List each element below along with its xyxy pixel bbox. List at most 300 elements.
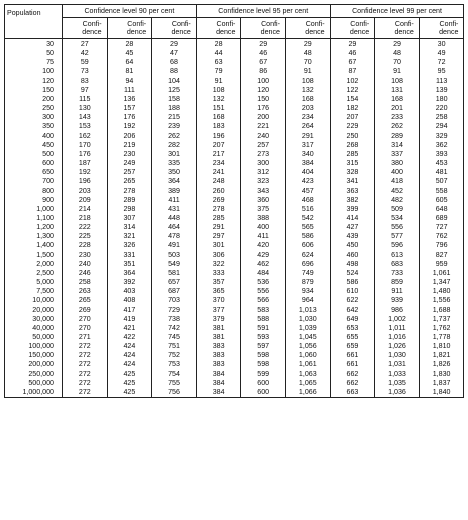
sample-size-cell: 220	[419, 104, 464, 113]
population-cell: 50,000	[5, 333, 63, 342]
sample-size-cell: 360	[241, 196, 286, 205]
population-cell: 200	[5, 95, 63, 104]
sample-size-cell: 88	[152, 67, 197, 76]
sample-size-cell: 188	[152, 104, 197, 113]
sample-size-cell: 272	[63, 342, 108, 351]
population-cell: 2,500	[5, 269, 63, 278]
sample-size-cell: 425	[107, 379, 152, 388]
sample-size-cell: 597	[241, 342, 286, 351]
sample-size-cell: 738	[152, 315, 197, 324]
sample-size-cell: 388	[241, 214, 286, 223]
sample-size-cell: 122	[330, 86, 375, 95]
table-row	[5, 214, 464, 223]
sample-size-cell: 593	[241, 333, 286, 342]
sample-size-cell: 125	[152, 86, 197, 95]
sample-size-cell: 83	[63, 77, 108, 86]
population-cell: 1,200	[5, 223, 63, 232]
sample-size-cell: 301	[196, 241, 241, 250]
sample-size-cell: 1,056	[286, 342, 331, 351]
sample-size-cell: 241	[196, 168, 241, 177]
table-row	[5, 196, 464, 205]
sample-size-cell: 273	[241, 150, 286, 159]
population-cell: 350	[5, 122, 63, 131]
table-row	[5, 333, 464, 342]
population-cell: 30	[5, 39, 63, 50]
sample-size-cell: 422	[107, 333, 152, 342]
sample-size-cell: 357	[196, 278, 241, 287]
sample-size-cell: 859	[375, 278, 420, 287]
sample-size-cell: 453	[419, 159, 464, 168]
sample-size-cell: 234	[196, 159, 241, 168]
sample-size-cell: 29	[375, 39, 420, 50]
sample-size-cell: 153	[63, 122, 108, 131]
sample-size-cell: 28	[196, 39, 241, 50]
sample-size-cell: 278	[196, 205, 241, 214]
sample-size-cell: 317	[286, 141, 331, 150]
sample-size-cell: 91	[196, 77, 241, 86]
sample-size-cell: 91	[286, 67, 331, 76]
sample-size-cell: 278	[107, 187, 152, 196]
sample-size-cell: 448	[152, 214, 197, 223]
sample-size-cell: 168	[286, 95, 331, 104]
sample-size-cell: 321	[107, 232, 152, 241]
sample-size-cell: 70	[375, 58, 420, 67]
sample-size-cell: 1,810	[419, 342, 464, 351]
sample-size-cell: 599	[241, 370, 286, 379]
sample-size-cell: 598	[241, 360, 286, 369]
population-cell: 250	[5, 104, 63, 113]
sample-size-cell: 1,826	[419, 360, 464, 369]
table-row	[5, 49, 464, 58]
sample-size-cell: 556	[241, 287, 286, 296]
sample-size-cell: 268	[330, 141, 375, 150]
sample-size-cell: 939	[375, 296, 420, 305]
sample-size-cell: 314	[107, 223, 152, 232]
table-row	[5, 342, 464, 351]
sample-size-cell: 598	[241, 351, 286, 360]
sample-size-cell: 424	[107, 342, 152, 351]
sample-size-cell: 151	[196, 104, 241, 113]
table-row	[5, 360, 464, 369]
sample-size-cell: 45	[107, 49, 152, 58]
sample-size-cell: 263	[63, 287, 108, 296]
sample-size-cell: 120	[241, 86, 286, 95]
sample-size-cell: 1,036	[375, 388, 420, 398]
sample-size-cell: 753	[152, 360, 197, 369]
sample-size-cell: 1,026	[375, 342, 420, 351]
population-cell: 1,400	[5, 241, 63, 250]
sample-size-cell: 340	[286, 150, 331, 159]
population-cell: 600	[5, 159, 63, 168]
sample-size-cell: 959	[419, 260, 464, 269]
sample-size-cell: 67	[241, 58, 286, 67]
sample-size-cell: 139	[419, 86, 464, 95]
sample-size-cell: 755	[152, 379, 197, 388]
sample-size-cell: 1,065	[286, 379, 331, 388]
sample-size-cell: 49	[419, 49, 464, 58]
sample-size-cell: 399	[330, 205, 375, 214]
sample-size-cell: 29	[152, 39, 197, 50]
sample-size-cell: 1,063	[286, 370, 331, 379]
sample-size-cell: 457	[286, 187, 331, 196]
sample-size-cell: 425	[107, 388, 152, 398]
table-row	[5, 168, 464, 177]
sample-size-cell: 59	[63, 58, 108, 67]
sample-size-cell: 323	[241, 177, 286, 186]
population-cell: 40,000	[5, 324, 63, 333]
sample-size-cell: 642	[330, 306, 375, 315]
sample-size-cell: 143	[63, 113, 108, 122]
sample-size-cell: 201	[375, 104, 420, 113]
sample-size-cell: 203	[63, 187, 108, 196]
sample-size-cell: 1,840	[419, 388, 464, 398]
sample-size-cell: 964	[286, 296, 331, 305]
sample-size-cell: 657	[152, 278, 197, 287]
sample-size-cell: 111	[107, 86, 152, 95]
sample-size-cell: 364	[152, 177, 197, 186]
sample-size-cell: 291	[196, 223, 241, 232]
sample-size-cell: 375	[241, 205, 286, 214]
table-row	[5, 379, 464, 388]
sample-size-cell: 464	[152, 223, 197, 232]
sample-size-cell: 659	[330, 342, 375, 351]
sample-size-cell: 439	[330, 232, 375, 241]
sample-size-cell: 411	[241, 232, 286, 241]
sample-size-cell: 452	[375, 187, 420, 196]
sample-size-cell: 272	[63, 360, 108, 369]
sample-size-table-container	[4, 4, 464, 398]
sample-size-cell: 187	[63, 159, 108, 168]
population-cell: 2,000	[5, 260, 63, 269]
sample-size-cell: 182	[330, 104, 375, 113]
sample-size-cell: 272	[63, 351, 108, 360]
sample-size-cell: 29	[286, 39, 331, 50]
sample-size-cell: 269	[196, 196, 241, 205]
sample-size-cell: 381	[196, 333, 241, 342]
sample-size-cell: 384	[196, 388, 241, 398]
sample-size-cell: 411	[152, 196, 197, 205]
sample-size-cell: 257	[107, 168, 152, 177]
sample-size-cell: 315	[330, 159, 375, 168]
sample-size-cell: 294	[419, 122, 464, 131]
sample-size-cell: 272	[63, 379, 108, 388]
sample-size-cell: 48	[375, 49, 420, 58]
sample-size-cell: 233	[375, 113, 420, 122]
population-cell: 150	[5, 86, 63, 95]
sample-size-cell: 1,039	[286, 324, 331, 333]
sample-size-cell: 29	[241, 39, 286, 50]
sample-size-cell: 206	[107, 132, 152, 141]
table-row	[5, 251, 464, 260]
sample-size-cell: 192	[63, 168, 108, 177]
sample-size-cell: 239	[152, 122, 197, 131]
population-cell: 7,500	[5, 287, 63, 296]
sample-size-cell: 150	[241, 95, 286, 104]
sample-size-cell: 745	[152, 333, 197, 342]
table-row	[5, 205, 464, 214]
sample-size-cell: 240	[241, 132, 286, 141]
sample-size-cell: 648	[419, 205, 464, 214]
population-cell: 150,000	[5, 351, 63, 360]
sample-size-cell: 1,033	[375, 370, 420, 379]
population-cell: 900	[5, 196, 63, 205]
table-row	[5, 306, 464, 315]
population-cell: 250,000	[5, 370, 63, 379]
sample-size-cell: 600	[241, 388, 286, 398]
sample-size-cell: 370	[196, 296, 241, 305]
table-row	[5, 296, 464, 305]
sample-size-cell: 176	[241, 104, 286, 113]
subheader-cell: Confi- dence	[330, 18, 375, 39]
sample-size-cell: 481	[419, 168, 464, 177]
sample-size-cell: 596	[375, 241, 420, 250]
sample-size-cell: 81	[107, 67, 152, 76]
population-cell: 120	[5, 77, 63, 86]
table-row	[5, 241, 464, 250]
sample-size-cell: 606	[286, 241, 331, 250]
sample-size-cell: 605	[419, 196, 464, 205]
sample-size-cell: 1,060	[286, 351, 331, 360]
sample-size-cell: 424	[107, 360, 152, 369]
table-row	[5, 388, 464, 398]
sample-size-cell: 418	[375, 177, 420, 186]
sample-size-cell: 154	[330, 95, 375, 104]
sample-size-cell: 234	[286, 113, 331, 122]
sample-size-cell: 986	[375, 306, 420, 315]
sample-size-cell: 270	[63, 315, 108, 324]
sample-size-cell: 94	[107, 77, 152, 86]
sample-size-cell: 79	[196, 67, 241, 76]
population-cell: 400	[5, 132, 63, 141]
population-cell: 300	[5, 113, 63, 122]
sample-size-cell: 727	[419, 223, 464, 232]
sample-size-cell: 383	[196, 351, 241, 360]
sample-size-cell: 460	[330, 251, 375, 260]
subheader-cell: Confi- dence	[63, 18, 108, 39]
sample-size-cell: 28	[107, 39, 152, 50]
sample-size-cell: 384	[286, 159, 331, 168]
population-cell: 50	[5, 49, 63, 58]
sample-size-cell: 246	[63, 269, 108, 278]
sample-size-cell: 200	[241, 113, 286, 122]
population-cell: 10,000	[5, 296, 63, 305]
sample-size-cell: 429	[241, 251, 286, 260]
sample-size-cell: 751	[152, 342, 197, 351]
sample-size-cell: 136	[107, 95, 152, 104]
sample-size-cell: 42	[63, 49, 108, 58]
sample-size-cell: 796	[419, 241, 464, 250]
sample-size-cell: 581	[152, 269, 197, 278]
sample-size-cell: 524	[330, 269, 375, 278]
sample-size-cell: 168	[196, 113, 241, 122]
sample-size-cell: 214	[63, 205, 108, 214]
population-cell: 650	[5, 168, 63, 177]
sample-size-cell: 534	[375, 214, 420, 223]
sample-size-cell: 507	[419, 177, 464, 186]
sample-size-cell: 427	[330, 223, 375, 232]
sample-size-cell: 180	[419, 95, 464, 104]
sample-size-cell: 1,830	[419, 370, 464, 379]
sample-size-cell: 91	[375, 67, 420, 76]
table-row	[5, 324, 464, 333]
sample-size-cell: 558	[419, 187, 464, 196]
sample-size-cell: 329	[419, 132, 464, 141]
sample-size-cell: 733	[375, 269, 420, 278]
population-cell: 1,000	[5, 205, 63, 214]
sample-size-cell: 377	[196, 306, 241, 315]
sample-size-cell: 661	[330, 360, 375, 369]
sample-size-cell: 285	[330, 150, 375, 159]
sample-size-cell: 1,762	[419, 324, 464, 333]
sample-size-cell: 1,061	[419, 269, 464, 278]
sample-size-cell: 364	[107, 269, 152, 278]
sample-size-cell: 383	[196, 360, 241, 369]
sample-size-cell: 282	[152, 141, 197, 150]
sample-size-cell: 549	[152, 260, 197, 269]
sample-size-cell: 341	[330, 177, 375, 186]
sample-size-cell: 662	[330, 370, 375, 379]
sample-size-cell: 68	[152, 58, 197, 67]
sample-size-cell: 491	[152, 241, 197, 250]
table-row	[5, 141, 464, 150]
subheader-cell: Confi- dence	[375, 18, 420, 39]
population-cell: 800	[5, 187, 63, 196]
sample-size-cell: 1,016	[375, 333, 420, 342]
sample-size-cell: 389	[152, 187, 197, 196]
population-cell: 1,500	[5, 251, 63, 260]
sample-size-cell: 661	[330, 351, 375, 360]
table-row	[5, 150, 464, 159]
sample-size-cell: 827	[419, 251, 464, 260]
sample-size-cell: 687	[152, 287, 197, 296]
sample-size-cell: 170	[63, 141, 108, 150]
sample-size-cell: 365	[196, 287, 241, 296]
table-row	[5, 351, 464, 360]
sample-size-cell: 207	[330, 113, 375, 122]
sample-size-cell: 95	[419, 67, 464, 76]
sample-size-cell: 289	[107, 196, 152, 205]
sample-size-cell: 207	[196, 141, 241, 150]
sample-size-cell: 333	[196, 269, 241, 278]
sample-size-cell: 536	[241, 278, 286, 287]
sample-size-cell: 556	[375, 223, 420, 232]
sample-size-cell: 176	[107, 113, 152, 122]
sample-size-cell: 689	[419, 214, 464, 223]
table-row	[5, 370, 464, 379]
sample-size-cell: 115	[63, 95, 108, 104]
population-cell: 1,300	[5, 232, 63, 241]
sample-size-cell: 450	[330, 241, 375, 250]
sample-size-cell: 503	[152, 251, 197, 260]
sample-size-cell: 221	[241, 122, 286, 131]
sample-size-cell: 285	[196, 214, 241, 223]
sample-size-cell: 328	[330, 168, 375, 177]
sample-size-cell: 414	[330, 214, 375, 223]
sample-size-cell: 400	[375, 168, 420, 177]
sample-size-cell: 424	[107, 351, 152, 360]
sample-size-cell: 934	[286, 287, 331, 296]
sample-size-cell: 431	[152, 205, 197, 214]
table-row	[5, 58, 464, 67]
sample-size-cell: 265	[63, 296, 108, 305]
table-row	[5, 39, 464, 50]
sample-size-cell: 1,061	[286, 360, 331, 369]
sample-size-cell: 297	[196, 232, 241, 241]
sample-size-cell: 132	[286, 86, 331, 95]
sample-size-cell: 1,045	[286, 333, 331, 342]
sample-size-cell: 1,778	[419, 333, 464, 342]
sample-size-cell: 363	[330, 187, 375, 196]
table-row	[5, 77, 464, 86]
sample-size-cell: 591	[241, 324, 286, 333]
sample-size-cell: 408	[107, 296, 152, 305]
table-row	[5, 86, 464, 95]
sample-size-cell: 307	[107, 214, 152, 223]
sample-size-cell: 380	[375, 159, 420, 168]
sample-size-cell: 86	[241, 67, 286, 76]
sample-size-cell: 265	[107, 177, 152, 186]
sample-size-cell: 131	[375, 86, 420, 95]
table-row	[5, 122, 464, 131]
population-cell: 1,000,000	[5, 388, 63, 398]
sample-size-cell: 1,030	[286, 315, 331, 324]
sample-size-cell: 350	[152, 168, 197, 177]
subheader-cell: Confi- dence	[196, 18, 241, 39]
sample-size-cell: 240	[63, 260, 108, 269]
subheader-cell: Confi- dence	[419, 18, 464, 39]
sample-size-cell: 130	[63, 104, 108, 113]
sample-size-cell: 270	[63, 324, 108, 333]
sample-size-cell: 291	[286, 132, 331, 141]
sample-size-cell: 272	[63, 388, 108, 398]
sample-size-cell: 610	[330, 287, 375, 296]
sample-size-cell: 248	[196, 177, 241, 186]
table-body	[5, 39, 464, 398]
sample-size-cell: 425	[107, 370, 152, 379]
sample-size-cell: 419	[107, 315, 152, 324]
sample-size-cell: 67	[330, 58, 375, 67]
sample-size-cell: 588	[241, 315, 286, 324]
sample-size-cell: 1,821	[419, 351, 464, 360]
population-cell: 5,000	[5, 278, 63, 287]
table-row	[5, 67, 464, 76]
sample-size-cell: 383	[196, 342, 241, 351]
sample-size-cell: 384	[196, 379, 241, 388]
table-row	[5, 315, 464, 324]
sample-size-table	[4, 4, 464, 398]
population-cell: 500	[5, 150, 63, 159]
sample-size-cell: 158	[152, 95, 197, 104]
sample-size-cell: 752	[152, 351, 197, 360]
sample-size-cell: 393	[419, 150, 464, 159]
sample-size-cell: 1,688	[419, 306, 464, 315]
sample-size-cell: 663	[330, 388, 375, 398]
sample-size-cell: 653	[330, 324, 375, 333]
table-row	[5, 187, 464, 196]
sample-size-cell: 362	[419, 141, 464, 150]
sample-size-cell: 509	[375, 205, 420, 214]
sample-size-cell: 655	[330, 333, 375, 342]
subheader-cell: Confi- dence	[107, 18, 152, 39]
sample-size-cell: 108	[286, 77, 331, 86]
subheader-row	[5, 18, 464, 39]
sample-size-cell: 613	[375, 251, 420, 260]
sample-size-cell: 183	[196, 122, 241, 131]
sample-size-cell: 622	[330, 296, 375, 305]
sample-size-cell: 516	[286, 205, 331, 214]
sample-size-cell: 108	[196, 86, 241, 95]
sample-size-cell: 468	[286, 196, 331, 205]
